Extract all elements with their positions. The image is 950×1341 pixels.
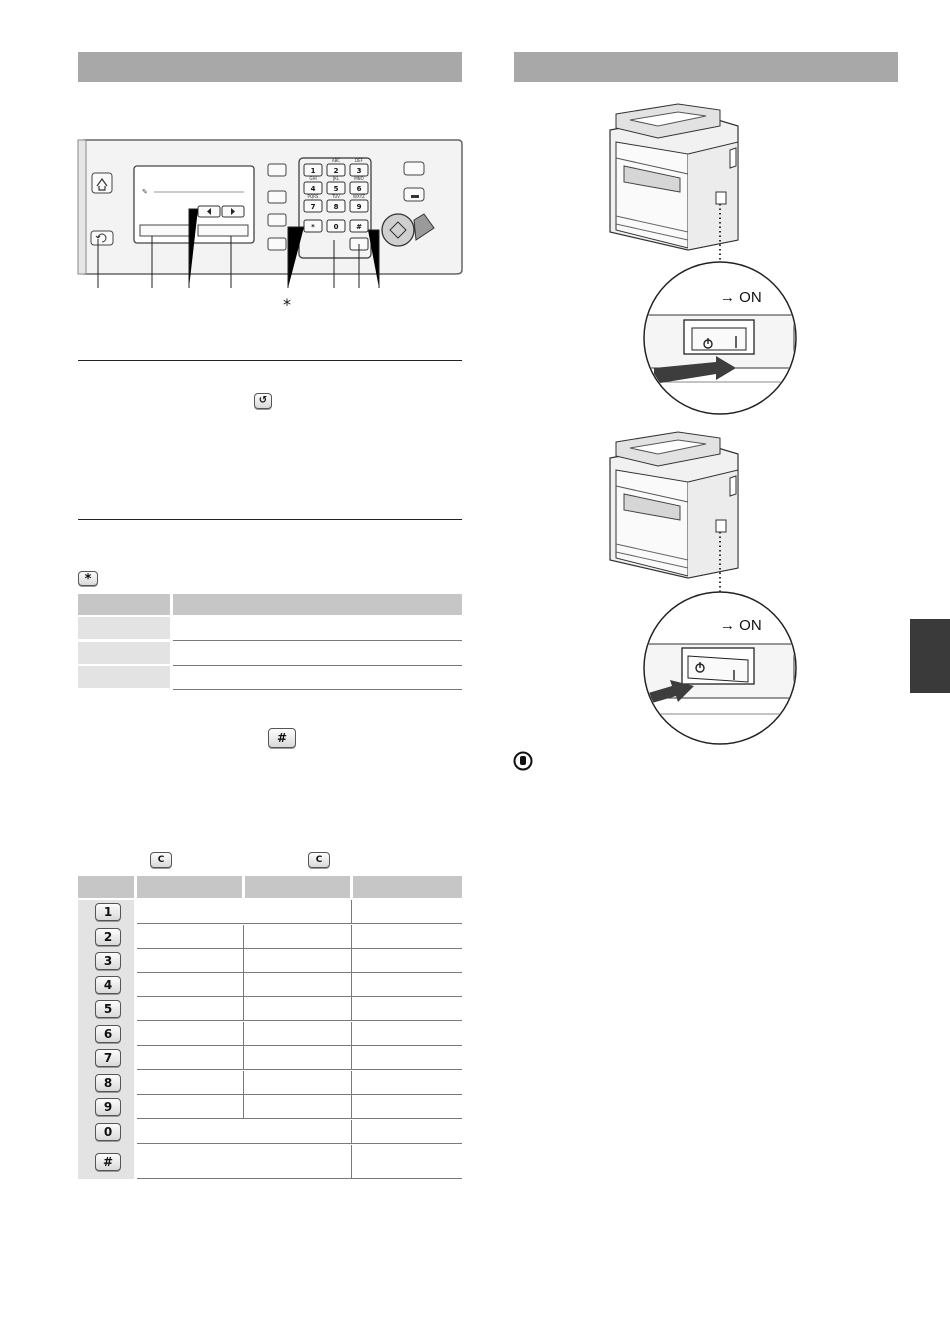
svg-text:✎: ✎ (142, 188, 148, 196)
table2-header-col2 (137, 876, 242, 898)
table2-row-line (137, 948, 462, 949)
hash-key-icon: # (268, 728, 296, 748)
table2-row-line (137, 1045, 462, 1046)
table2-row-line (137, 1020, 462, 1021)
table2-col-sep (351, 1046, 352, 1070)
keypad-digit-3: 3 (356, 167, 362, 175)
keypad-letters-ghi: GHI (309, 176, 317, 181)
table2-key-2: 2 (95, 928, 121, 946)
table2-row-line (137, 1069, 462, 1070)
table2-row-line (137, 1118, 462, 1119)
table2-key-0: 0 (95, 1123, 121, 1141)
table2-key-3: 3 (95, 952, 121, 970)
table1-row-1-label (78, 617, 170, 639)
table2-row-line (137, 1143, 462, 1144)
table2-row-line (137, 972, 462, 973)
keypad-digit-4: 4 (310, 185, 316, 193)
right-section-header-bar (514, 52, 898, 82)
keypad-letters-mno: MNO (354, 176, 364, 181)
table2-col-sep (243, 1046, 244, 1070)
important-icon (513, 751, 533, 771)
table2-row-line (137, 1094, 462, 1095)
table2-key-9: 9 (95, 1098, 121, 1116)
keypad-digit-9: 9 (356, 203, 362, 211)
back-arrow-icon: ↺ (254, 393, 272, 409)
table1-header-right (173, 594, 462, 615)
printer-illustration-off (598, 100, 808, 415)
callout-asterisk: * (283, 295, 291, 314)
table2-key-5: 5 (95, 1000, 121, 1018)
table2-key-8: 8 (95, 1074, 121, 1092)
table1-header-left (78, 594, 170, 615)
table2-col-sep (351, 1071, 352, 1095)
table2-col-sep (351, 1095, 352, 1119)
table2-key-7: 7 (95, 1049, 121, 1067)
table2-key-6: 6 (95, 1025, 121, 1043)
on-label-2: → ON (720, 617, 762, 634)
keypad-hash: # (356, 223, 362, 231)
table2-col-sep (243, 973, 244, 997)
table2-col-sep (243, 1095, 244, 1119)
table2-col-sep (243, 1071, 244, 1095)
table2-row-line (137, 1178, 462, 1179)
keypad-letters-abc: ABC (331, 158, 341, 163)
keypad-letters-pqrs: PQRS (307, 194, 319, 199)
table2-col-sep (243, 997, 244, 1021)
table2-key-1: 1 (95, 903, 121, 921)
chapter-side-tab (910, 619, 950, 693)
table1-row-2-label (78, 642, 170, 664)
table2-key-hash: # (95, 1153, 121, 1171)
table2-key-4: 4 (95, 976, 121, 994)
keypad-letters-wxyz: WXYZ (353, 194, 365, 199)
table2-col-sep (351, 997, 352, 1021)
keypad-digit-8: 8 (333, 203, 339, 211)
table2-header-col4 (353, 876, 462, 898)
table2-header-col3 (245, 876, 350, 898)
table2-header-col1 (78, 876, 134, 898)
keypad-digit-1: 1 (310, 167, 316, 175)
section-divider-1 (78, 360, 462, 361)
table2-row-line (137, 996, 462, 997)
keypad-digit-2: 2 (333, 167, 339, 175)
table2-col-sep (243, 949, 244, 973)
table2-col-sep (243, 1022, 244, 1046)
table2-col-sep (351, 925, 352, 949)
left-section-header-bar (78, 52, 462, 82)
table1-row-line (173, 665, 462, 666)
keypad-digit-7: 7 (310, 203, 316, 211)
table2-col-sep (351, 1120, 352, 1144)
on-label-1: → ON (720, 289, 762, 306)
keypad-digit-0: 0 (333, 223, 339, 231)
keypad-letters-def: DEF (355, 158, 363, 163)
keypad-letters-tuv: TUV (331, 194, 341, 199)
keypad-letters-jkl: JKL (332, 176, 340, 181)
table2-row-line (137, 923, 462, 924)
asterisk-key-icon: * (78, 571, 98, 586)
table1-row-3-label (78, 666, 170, 688)
clear-key-icon: C (150, 852, 172, 868)
printer-illustration-on (598, 428, 808, 746)
table1-row-line (173, 640, 462, 641)
section-divider-2 (78, 519, 462, 520)
table2-col-sep (351, 1145, 352, 1179)
keypad-digit-6: 6 (356, 185, 362, 193)
keypad-star: * (311, 223, 315, 231)
table2-col-sep (351, 973, 352, 997)
table2-col-sep (351, 1022, 352, 1046)
table2-col-sep (351, 900, 352, 924)
keypad-digit-5: 5 (333, 185, 339, 193)
table2-col-sep (351, 949, 352, 973)
table2-col-sep (243, 925, 244, 949)
table1-row-line (173, 689, 462, 690)
clear-key-icon: C (308, 852, 330, 868)
control-panel-illustration (76, 136, 466, 316)
